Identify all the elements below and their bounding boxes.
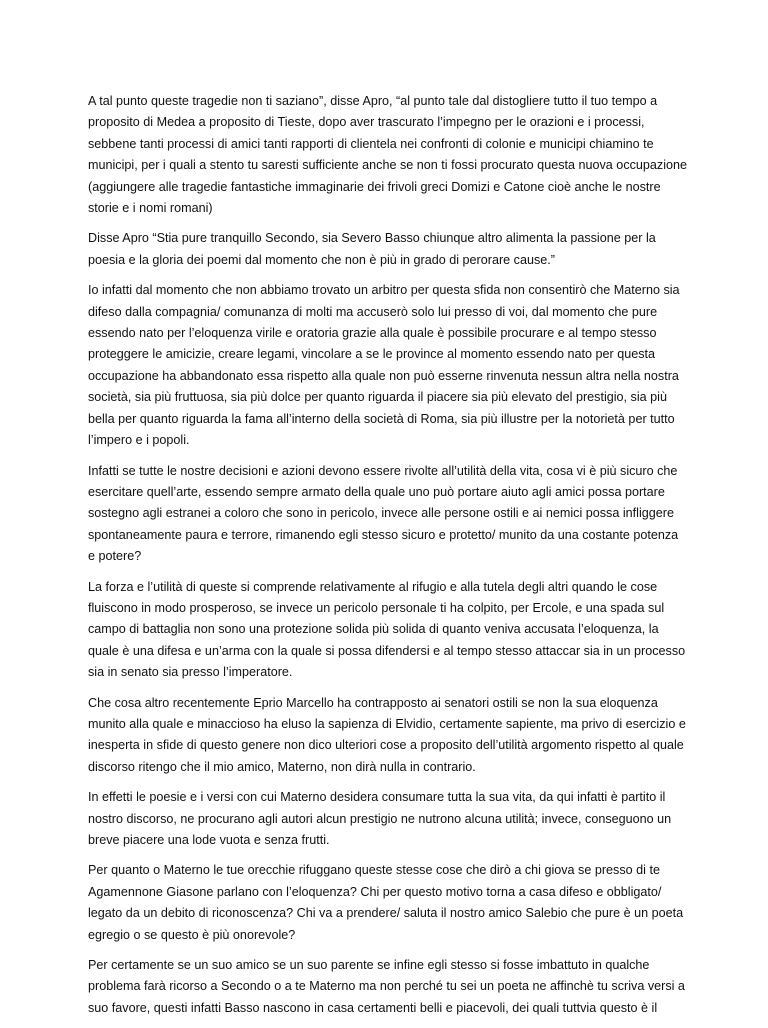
paragraph: In effetti le poesie e i versi con cui Materno desidera consumare tutta la sua vita, da qui infatti è partito il nostro discorso, ne procurano agli autori alcun prestigio ne nutrono alcuna utilità; invece, conseguono un breve piacere una lode vuota e senza frutti.	[88, 790, 672, 847]
paragraph: Per quanto o Materno le tue orecchie rifuggano queste stesse cose che dirò a chi giova se presso di te Agamennone Giasone parlano con l’eloquenza? Chi per questo motivo torna a casa difeso e obbligato/ legato da un debito di riconoscenza? Chi va a prendere/ saluta il nostro amico Salebio che pure è un poeta egregio o se questo è più onorevole?	[88, 863, 684, 942]
paragraph: Che cosa altro recentemente Eprio Marcello ha contrapposto ai senatori ostili se non la sua eloquenza munito alla quale e minaccioso ha eluso la sapienza di Elvidio, certamente sapiente, ma privo di esercizio e inesperta in sfide di questo genere non dico ulteriori cose a proposito dell’utilità argomento rispetto al quale discorso ritengo che il mio amico, Materno, non dirà nulla in contrario.	[88, 695, 686, 774]
document-page	[88, 91, 688, 1028]
paragraph: Disse Apro “Stia pure tranquillo Secondo, sia Severo Basso chiunque altro alimenta la passione per la poesia e la gloria dei poemi dal momento che non è più in grado di perorare cause.”	[88, 231, 656, 267]
paragraph: La forza e l’utilità di queste si comprende relativamente al rifugio e alla tutela degli altri quando le cose fluiscono in modo prosperoso, se invece un pericolo personale ti ha colpito, per Ercole, e una spada sul campo di battaglia non sono una protezione solida più solida di quanto veniva accusata l’eloquenza, la quale è una difesa e un’arma con la quale si possa difendersi e al tempo stesso attaccar sia in un processo sia in senato sia presso l’imperatore.	[88, 579, 686, 680]
paragraph: Io infatti dal momento che non abbiamo trovato un arbitro per questa sfida non consentirò che Materno sia difeso dalla compagnia/ comunanza di molti ma accuserò solo lui presso di voi, dal momento che pure essendo nato per l’eloquenza virile e oratoria grazie alla quale è possibile procurare e al tempo stesso proteggere le amicizie, creare legami, vincolare a se le province al momento essendo nato per questa occupazione ha abbandonato essa rispetto alla quale non può esserne rinvenuta nessun altra nella nostra società, sia più fruttuosa, sia più dolce per quanto riguarda il piacere sia più elevato del prestigio, sia più bella per quanto riguarda la fama all’interno della società di Roma, sia più illustre per la notorietà per tutto l’impero e i popoli.	[88, 283, 680, 448]
paragraph: A tal punto queste tragedie non ti saziano”, disse Apro, “al punto tale dal distogliere tutto il tuo tempo a proposito di Medea a proposito di Tieste, dopo aver trascurato l’impegno per le orazioni e i processi, sebbene tanti processi di amici tanti rapporti di clientela nei confronti di colonie e municipi chiamino te municipi, per i quali a stento tu saresti sufficiente anche se non ti fossi procurato questa nuova occupazione (aggiungere alle tragedie fantastiche immaginarie dei frivoli greci Domizi e Catone cioè anche le nostre storie e i nomi romani)	[88, 94, 688, 216]
paragraph: Infatti se tutte le nostre decisioni e azioni devono essere rivolte all’utilità della vita, cosa vi è più sicuro che esercitare quell’arte, essendo sempre armato della quale uno può portare aiuto agli amici possa portare sostegno agli estranei a coloro che sono in pericolo, invece alle persone ostili e ai nemici possa infliggere spontaneamente paura e terrore, rimanendo egli stesso sicuro e protetto/ munito da una costante potenza e potere?	[88, 463, 679, 564]
paragraph: Per certamente se un suo amico se un suo parente se infine egli stesso si fosse imbattuto in qualche problema farà ricorso a Secondo o a te Materno ma non perché tu sei un poeta ne affinchè tu scriva versi a suo favore, questi infatti Basso nascono in casa certamenti belli e piacevoli, dei quali tuttvia questo è il	[88, 958, 685, 1015]
